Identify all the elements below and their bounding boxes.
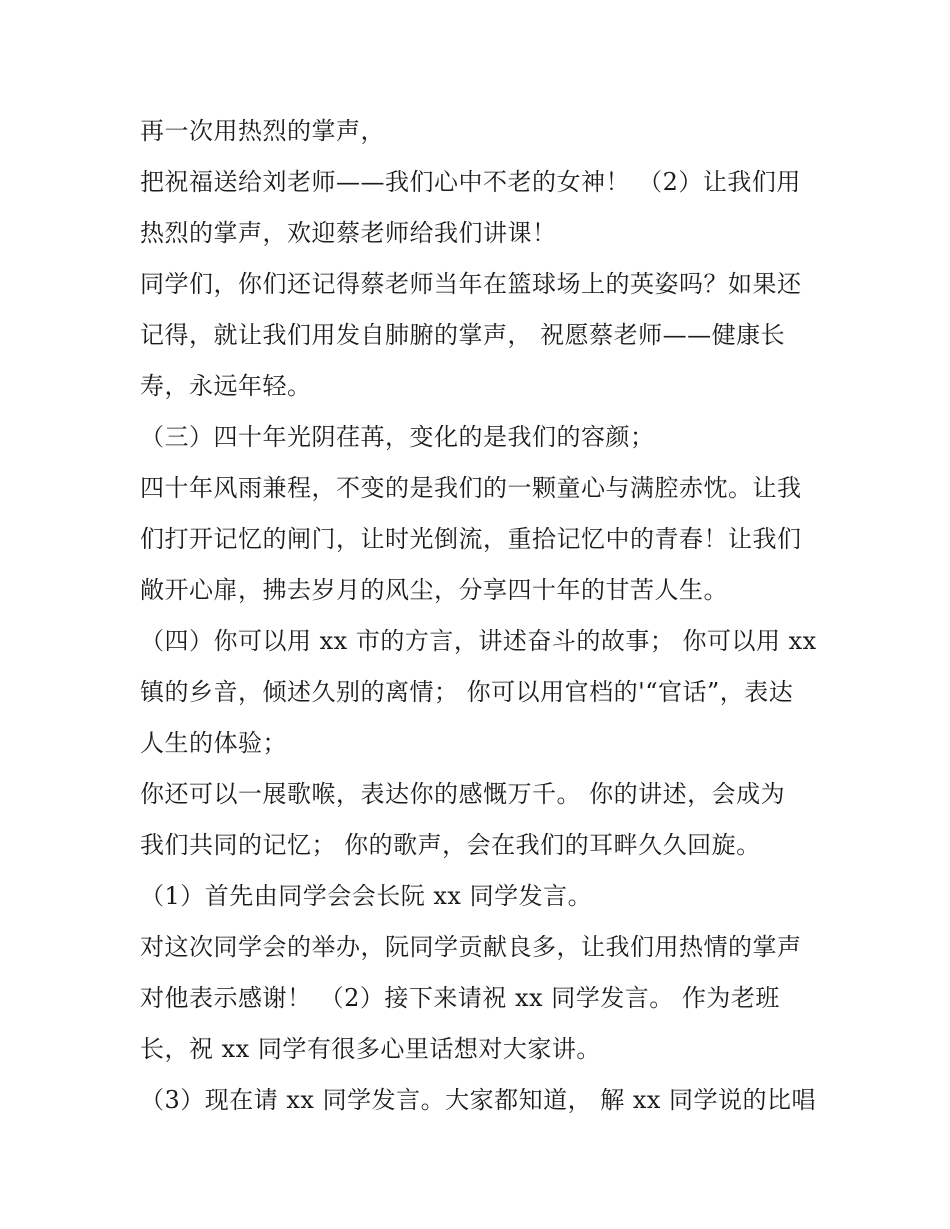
text-line: 对他表示感谢！ （2）接下来请祝 xx 同学发言。 作为老班 [140,984,780,1012]
text-line: 同学们，你们还记得蔡老师当年在篮球场上的英姿吗？如果还 [140,270,802,298]
text-line: （3）现在请 xx 同学发言。大家都知道， 解 xx 同学说的比唱 [140,1086,817,1114]
text-line: 你还可以一展歌喉，表达你的感慨万千。 你的讲述，会成为 [140,780,786,808]
text-line: 再一次用热烈的掌声， [140,117,385,145]
text-line: 人生的体验； [140,729,287,757]
text-line: 记得，就让我们用发自肺腑的掌声， 祝愿蔡老师——健康长 [140,321,786,349]
text-line: 镇的乡音，倾述久别的离情； 你可以用官档的'“官话”，表达 [140,678,794,706]
text-line: 热烈的掌声，欢迎蔡老师给我们讲课！ [140,219,557,247]
text-line: 寿，永远年轻。 [140,372,312,400]
text-line: 把祝福送给刘老师——我们心中不老的女神！ （2）让我们用 [140,168,801,196]
text-line: 长，祝 xx 同学有很多心里话想对大家讲。 [140,1035,601,1063]
document-body [140,106,830,1126]
text-line: （三）四十年光阴荏苒，变化的是我们的容颜； [140,423,655,451]
text-line: 们打开记忆的闸门，让时光倒流，重拾记忆中的青春！让我们 [140,525,802,553]
text-line: 对这次同学会的举办，阮同学贡献良多，让我们用热情的掌声 [140,933,802,961]
text-line: （1）首先由同学会会长阮 xx 同学发言。 [140,882,593,910]
text-line: 我们共同的记忆； 你的歌声，会在我们的耳畔久久回旋。 [140,831,761,859]
text-line: （四）你可以用 xx 市的方言，讲述奋斗的故事； 你可以用 xx [140,627,817,655]
text-line: 敞开心扉，拂去岁月的风尘，分享四十年的甘苦人生。 [140,576,728,604]
text-line: 四十年风雨兼程，不变的是我们的一颗童心与满腔赤忱。让我 [140,474,802,502]
